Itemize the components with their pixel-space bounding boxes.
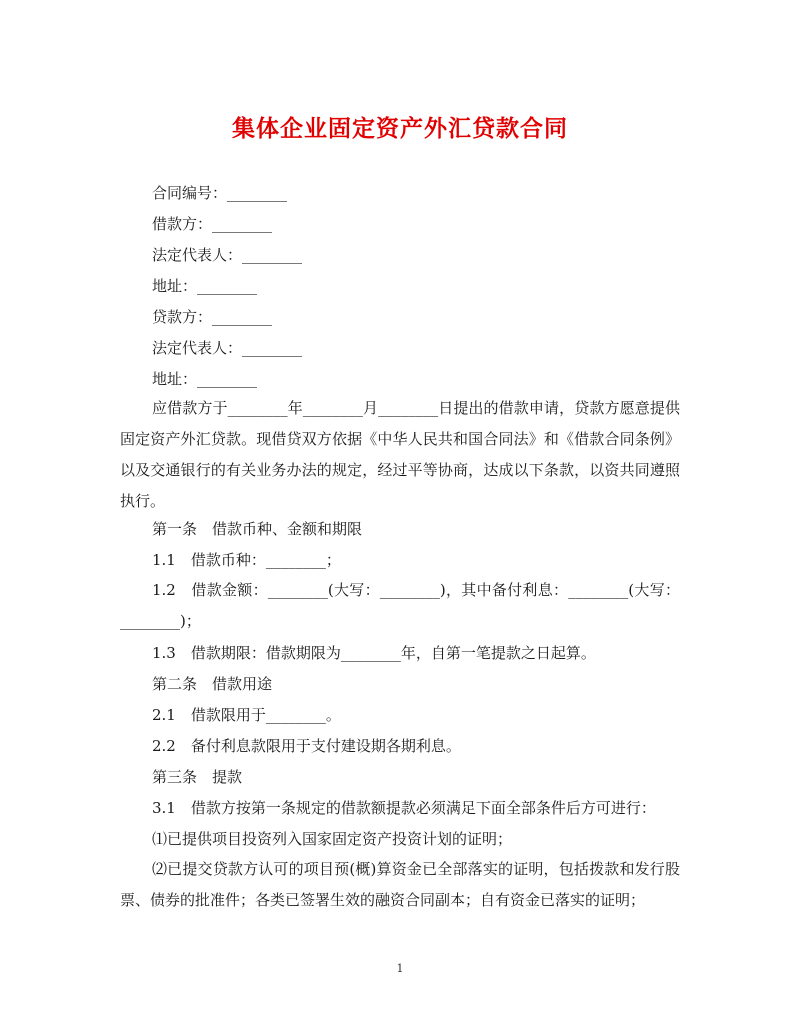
article-1-heading: 第一条 借款币种、金额和期限 [152, 520, 363, 538]
document-title: 集体企业固定资产外汇贷款合同 [232, 115, 568, 142]
clause-3-1-item-2: ⑵已提交贷款方认可的项目预(概)算资金已全部落实的证明，包括拨款和发行股票、债券的批准件；各类已签署生效的融资合同副本；自有资金已落实的证明； [120, 860, 680, 909]
clause-1-3: 1.3 借款期限：借款期限为________年，自第一笔提款之日起算。 [152, 644, 596, 662]
intro-paragraph: 应借款方于________年________月________日提出的借款申请，贷款方愿意提供固定资产外汇贷款。现借贷双方依据《中华人民共和国合同法》和《借款合同条例》以及交通银行的有关业务办法的规定，经过平等协商，达成以下条款，以资共同遵照执行。 [120, 399, 680, 510]
clause-1-2: 1.2 借款金额：________(大写：________)，其中备付利息：________(大写：________)； [120, 581, 680, 630]
page-number: 1 [396, 962, 404, 975]
clause-2-2: 2.2 备付利息款限用于支付建设期各期利息。 [152, 737, 461, 755]
clause-2-1: 2.1 借款限用于________。 [152, 706, 341, 724]
clause-1-1: 1.1 借款币种：________； [152, 551, 341, 569]
clause-3-1-item-1: ⑴已提供项目投资列入国家固定资产投资计划的证明； [152, 830, 513, 848]
article-2-heading: 第二条 借款用途 [152, 675, 273, 693]
lender-address-field: 地址：________ [152, 370, 258, 388]
article-3-heading: 第三条 提款 [152, 768, 243, 786]
borrower-field: 借款方：________ [152, 215, 273, 233]
clause-3-1: 3.1 借款方按第一条规定的借款额提款必须满足下面全部条件后方可进行： [152, 799, 656, 817]
contract-number-field: 合同编号：________ [152, 184, 288, 202]
lender-field: 贷款方：________ [152, 308, 273, 326]
lender-legal-rep-field: 法定代表人：________ [152, 339, 303, 357]
borrower-legal-rep-field: 法定代表人：________ [152, 246, 303, 264]
borrower-address-field: 地址：________ [152, 277, 258, 295]
